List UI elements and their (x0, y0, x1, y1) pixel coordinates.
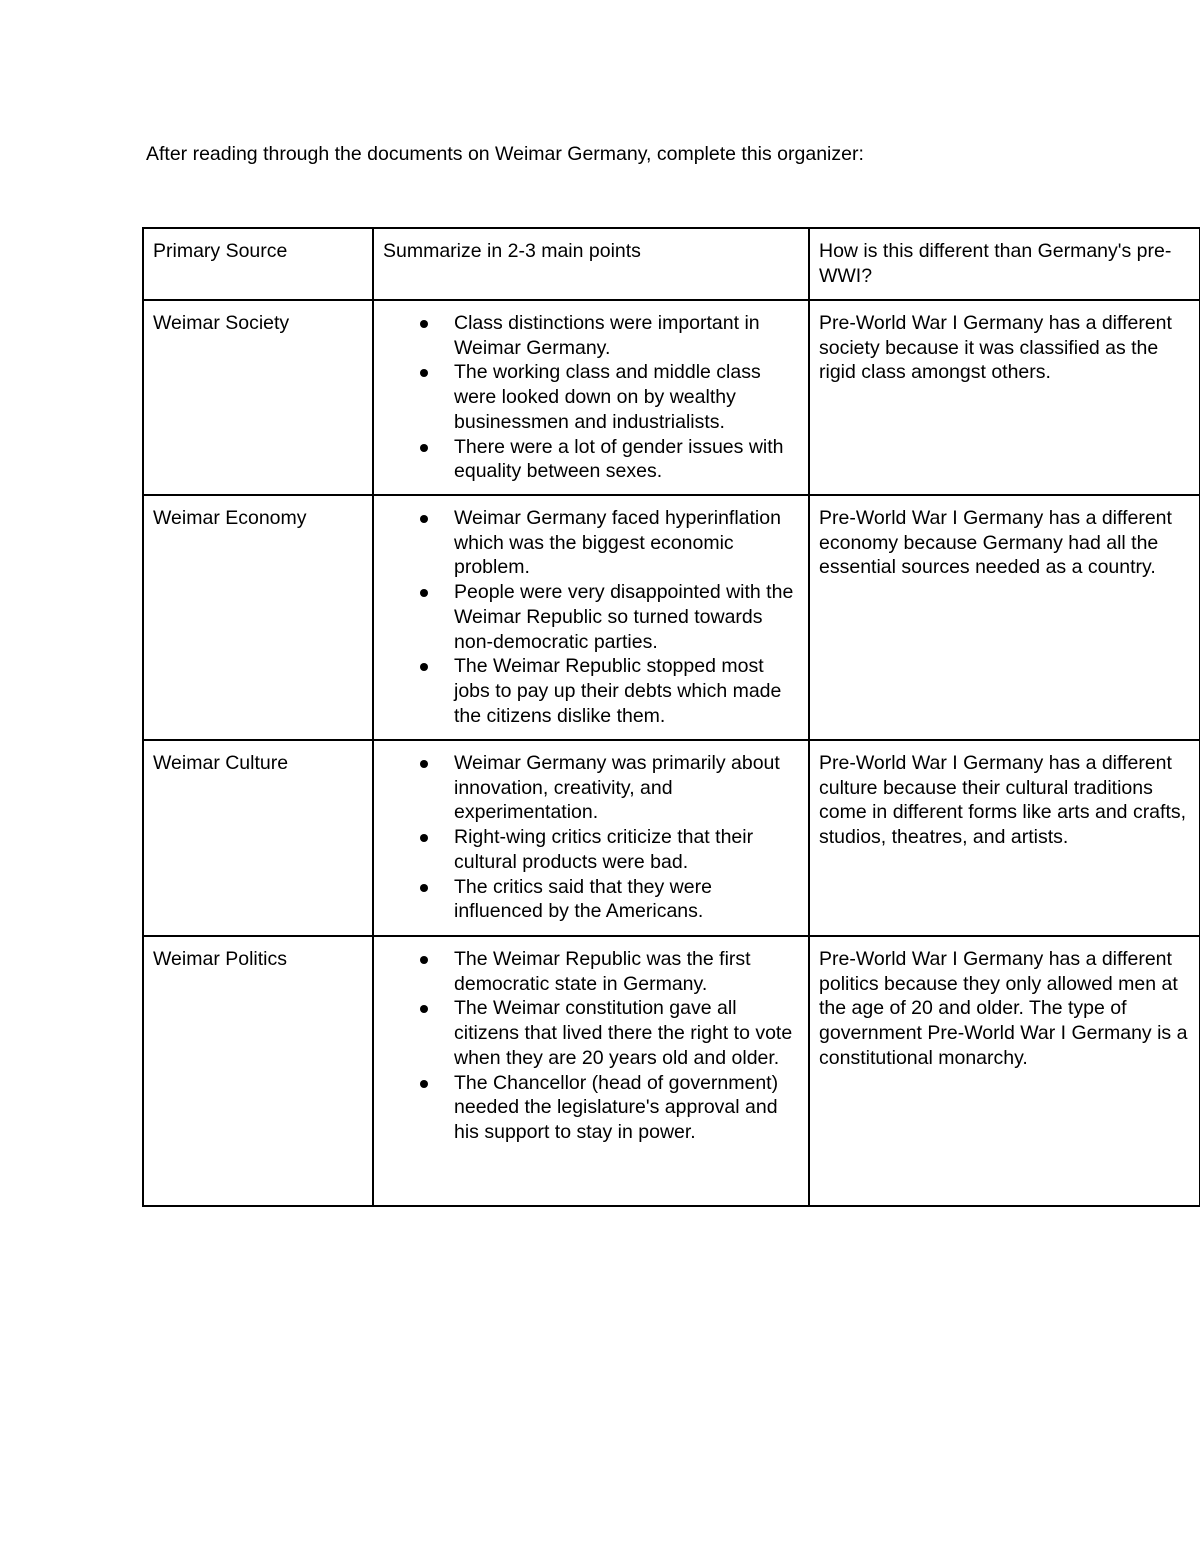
bullet-list (383, 506, 799, 728)
organizer-table (142, 227, 1200, 1207)
bullet-point: Class distinctions were important in Weimar Germany. (454, 311, 799, 360)
header-difference: How is this different than Germany's pre-WWI? (809, 228, 1200, 300)
difference-cell: Pre-World War I Germany has a different society because it was classified as the rigid class amongst others. (809, 300, 1200, 495)
bullet-point: The Weimar constitution gave all citizens that lived there the right to vote when they are 20 years old and older. (454, 996, 799, 1070)
points-cell (373, 740, 809, 936)
source-cell: Weimar Society (143, 300, 373, 495)
bullet-point: The Weimar Republic was the first democratic state in Germany. (454, 947, 799, 996)
difference-cell: Pre-World War I Germany has a different economy because Germany had all the essential sources needed as a country. (809, 495, 1200, 740)
difference-cell: Pre-World War I Germany has a different culture because their cultural traditions come in different forms like arts and crafts, studios, theatres, and artists. (809, 740, 1200, 936)
bullet-list (383, 311, 799, 484)
header-primary-source: Primary Source (143, 228, 373, 300)
points-cell (373, 495, 809, 740)
bullet-list (383, 751, 799, 924)
bullet-list (383, 947, 799, 1145)
points-cell (373, 936, 809, 1206)
instruction-text: After reading through the documents on Weimar Germany, complete this organizer: (146, 143, 864, 165)
table-row (143, 740, 1200, 936)
table-row (143, 300, 1200, 495)
points-cell (373, 300, 809, 495)
source-cell: Weimar Politics (143, 936, 373, 1206)
table-row (143, 936, 1200, 1206)
header-summarize: Summarize in 2-3 main points (373, 228, 809, 300)
difference-cell: Pre-World War I Germany has a different politics because they only allowed men at the age of 20 and older. The type of government Pre-World War I Germany is a constitutional monarchy. (809, 936, 1200, 1206)
source-cell: Weimar Culture (143, 740, 373, 936)
bullet-point: The Weimar Republic stopped most jobs to pay up their debts which made the citizens dislike them. (454, 654, 799, 728)
bullet-point: The Chancellor (head of government) needed the legislature's approval and his support to stay in power. (454, 1071, 799, 1145)
bullet-point: The working class and middle class were looked down on by wealthy businessmen and industrialists. (454, 360, 799, 434)
bullet-point: Right-wing critics criticize that their cultural products were bad. (454, 825, 799, 874)
source-cell: Weimar Economy (143, 495, 373, 740)
table-row (143, 495, 1200, 740)
bullet-point: There were a lot of gender issues with equality between sexes. (454, 435, 799, 484)
bullet-point: Weimar Germany was primarily about innovation, creativity, and experimentation. (454, 751, 799, 825)
bullet-point: Weimar Germany faced hyperinflation which was the biggest economic problem. (454, 506, 799, 580)
table-header-row (143, 228, 1200, 300)
bullet-point: People were very disappointed with the Weimar Republic so turned towards non-democratic parties. (454, 580, 799, 654)
bullet-point: The critics said that they were influenced by the Americans. (454, 875, 799, 924)
